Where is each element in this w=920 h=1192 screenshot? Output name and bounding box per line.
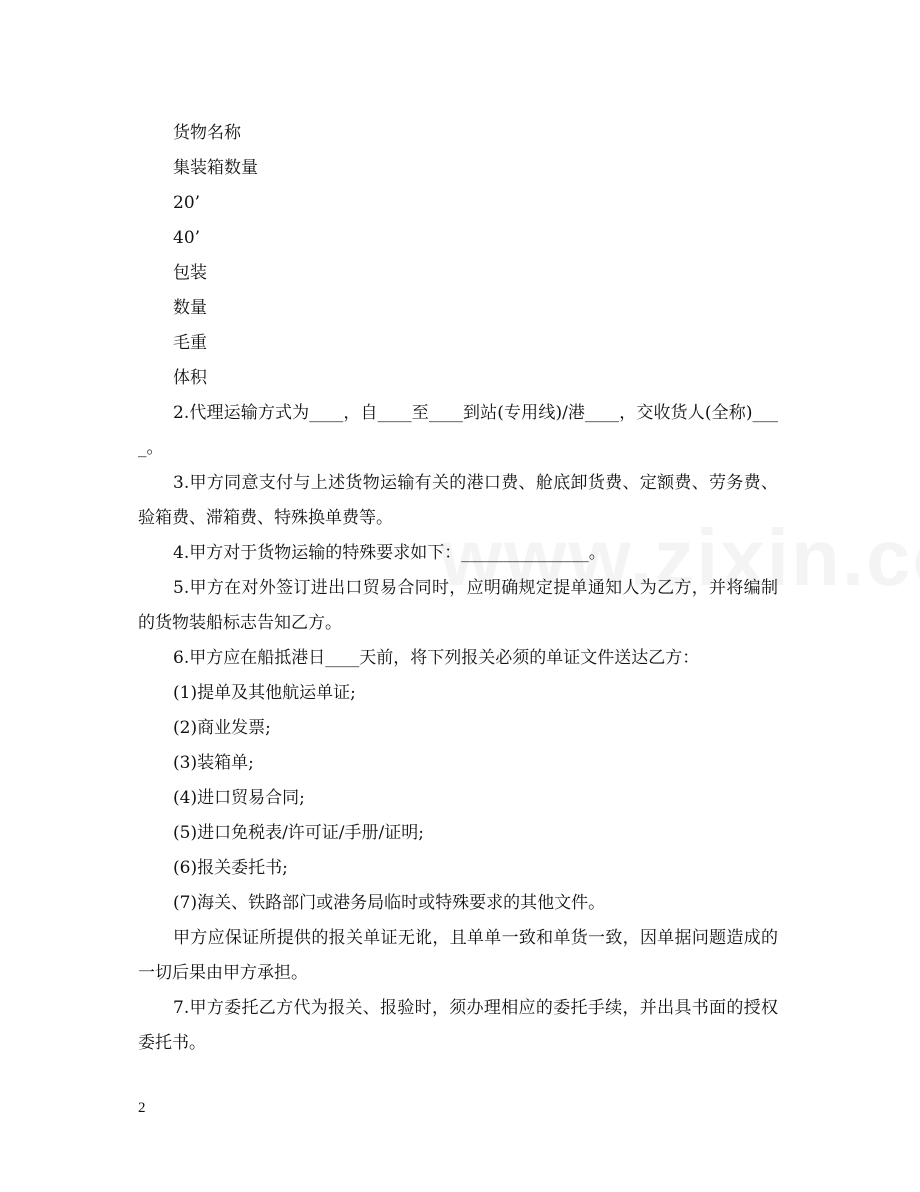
list-item: 数量 [173, 298, 207, 318]
document-list-item: (1)提单及其他航运单证; [173, 683, 356, 703]
clause-paragraph: 甲方应保证所提供的报关单证无讹，且单单一致和单货一致，因单据问题造成的一切后果由甲方承担。 [138, 928, 778, 983]
document-body [138, 116, 778, 1061]
clause-paragraph: 5.甲方在对外签订进出口贸易合同时，应明确规定提单通知人为乙方，并将编制的货物装船标志告知乙方。 [138, 578, 778, 633]
clause-paragraph: 3.甲方同意支付与上述货物运输有关的港口费、舱底卸货费、定额费、劳务费、验箱费、滞箱费、特殊换单费等。 [138, 473, 778, 528]
document-list-item: (2)商业发票; [173, 718, 271, 738]
document-list-item: (5)进口免税表/许可证/手册/证明; [173, 823, 424, 843]
list-item: 20’ [173, 193, 201, 213]
document-list-item: (4)进口贸易合同; [173, 788, 305, 808]
list-item: 体积 [173, 368, 207, 388]
list-item: 包装 [173, 263, 207, 283]
document-list-item: (6)报关委托书; [173, 858, 288, 878]
clause-paragraph: 6.甲方应在船抵港日____天前，将下列报关必须的单证文件送达乙方： [173, 648, 700, 668]
list-item: 集装箱数量 [173, 158, 258, 178]
list-item: 毛重 [173, 333, 207, 353]
list-item: 货物名称 [173, 123, 241, 143]
document-list-item: (7)海关、铁路部门或港务局临时或特殊要求的其他文件。 [173, 893, 606, 913]
clause-paragraph: 7.甲方委托乙方代为报关、报验时，须办理相应的委托手续，并出具书面的授权委托书。 [138, 998, 778, 1053]
document-list-item: (3)装箱单; [173, 753, 254, 773]
list-item: 40’ [173, 228, 201, 248]
clause-paragraph: 4.甲方对于货物运输的特殊要求如下：_______________。 [173, 543, 606, 563]
clause-paragraph: 2.代理运输方式为____，自____至____到站(专用线)/港____，交收货人(全称)____。 [138, 403, 778, 458]
page-number: 2 [138, 1100, 146, 1116]
